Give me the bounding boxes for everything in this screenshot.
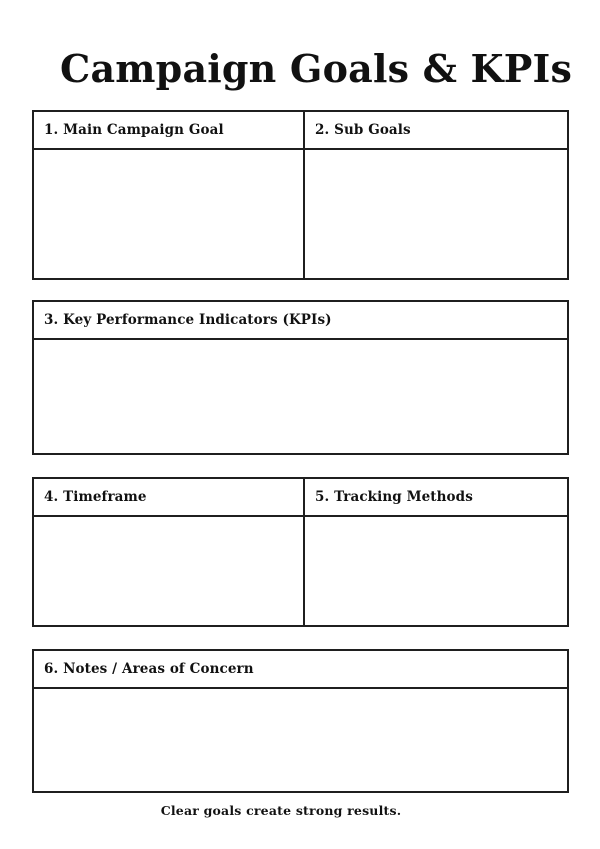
section-tracking-methods-label: 5. Tracking Methods: [315, 489, 473, 505]
section-kpis: [34, 302, 567, 453]
section-kpis-label: 3. Key Performance Indicators (KPIs): [44, 312, 332, 328]
section-tracking-methods: [303, 479, 567, 625]
section-kpis-field: [34, 340, 567, 453]
row-goals: [32, 110, 569, 280]
section-main-campaign-goal-label: 1. Main Campaign Goal: [44, 122, 224, 138]
section-sub-goals-field: [305, 150, 567, 278]
section-timeframe: [34, 479, 303, 625]
row-kpis: [32, 300, 569, 455]
section-timeframe-field: [34, 517, 303, 625]
section-tracking-methods-field: [305, 517, 567, 625]
section-sub-goals-label: 2. Sub Goals: [315, 122, 411, 138]
section-sub-goals: [303, 112, 567, 278]
section-notes-field: [34, 689, 567, 791]
section-main-campaign-goal: [34, 112, 303, 278]
section-notes-label: 6. Notes / Areas of Concern: [44, 661, 254, 677]
section-timeframe-label: 4. Timeframe: [44, 489, 147, 505]
section-main-campaign-goal-field: [34, 150, 303, 278]
page-title: Campaign Goals & KPIs: [60, 46, 573, 91]
footer-tagline: Clear goals create strong results.: [160, 803, 402, 818]
row-timeframe-tracking: [32, 477, 569, 627]
section-notes-header: [34, 651, 567, 689]
section-main-campaign-goal-header: [34, 112, 303, 150]
section-kpis-header: [34, 302, 567, 340]
row-notes: [32, 649, 569, 793]
section-tracking-methods-header: [305, 479, 567, 517]
section-sub-goals-header: [305, 112, 567, 150]
section-timeframe-header: [34, 479, 303, 517]
section-notes: [34, 651, 567, 791]
